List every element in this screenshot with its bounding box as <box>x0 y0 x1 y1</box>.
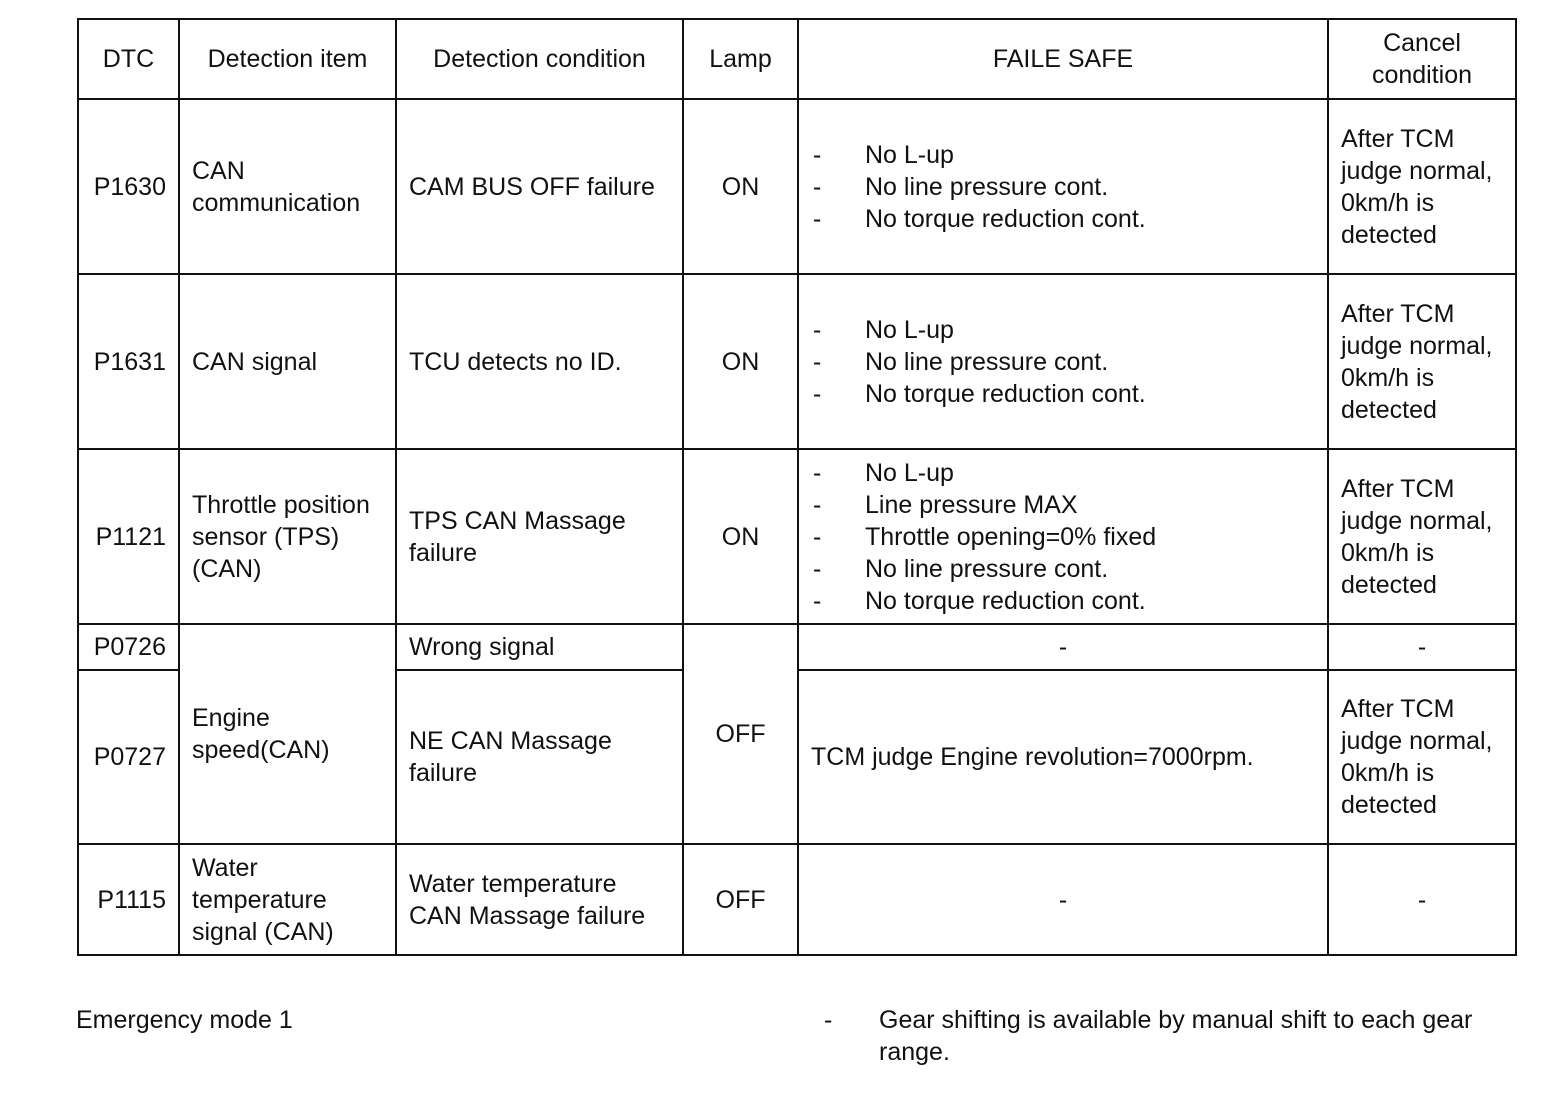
table-row <box>78 449 1516 624</box>
dtc-code: P1115 <box>78 844 179 955</box>
detection-condition: NE CAN Massage failure <box>396 670 683 844</box>
cancel-condition: After TCM judge normal, 0km/h is detected <box>1328 670 1516 844</box>
detection-condition: TCU detects no ID. <box>396 274 683 449</box>
fail-safe-item: - No line pressure cont. <box>811 553 1315 585</box>
table-row <box>78 844 1516 955</box>
table-row <box>78 624 1516 670</box>
fail-safe-list <box>811 457 1315 617</box>
fail-safe-cell <box>798 449 1328 624</box>
note-text: Gear shifting is available by manual shift to each gear range. <box>879 1006 1473 1066</box>
fail-safe-cell: - <box>798 624 1328 670</box>
fail-safe-item: - No torque reduction cont. <box>811 203 1315 235</box>
detection-condition: Water temperature CAN Massage failure <box>396 844 683 955</box>
detection-item: Engine speed(CAN) <box>179 624 396 844</box>
fail-safe-item: - Throttle opening=0% fixed <box>811 521 1315 553</box>
fail-safe-item: - No line pressure cont. <box>811 171 1315 203</box>
cancel-condition: After TCM judge normal, 0km/h is detected <box>1328 99 1516 274</box>
emergency-mode-label: Emergency mode 1 <box>76 1006 293 1034</box>
emergency-mode-note <box>824 1004 1524 1068</box>
fail-safe-cell <box>798 99 1328 274</box>
table-header-row <box>78 19 1516 99</box>
lamp-status: ON <box>683 99 798 274</box>
fail-safe-item: - Line pressure MAX <box>811 489 1315 521</box>
detection-condition: CAM BUS OFF failure <box>396 99 683 274</box>
fail-safe-item: - No L-up <box>811 139 1315 171</box>
dtc-code: P1631 <box>78 274 179 449</box>
detection-condition: TPS CAN Massage failure <box>396 449 683 624</box>
header-lamp: Lamp <box>683 19 798 99</box>
dtc-code: P0727 <box>78 670 179 844</box>
detection-item: Throttle position sensor (TPS)(CAN) <box>179 449 396 624</box>
detection-item: CAN communication <box>179 99 396 274</box>
fail-safe-item: - No torque reduction cont. <box>811 378 1315 410</box>
header-dtc: DTC <box>78 19 179 99</box>
cancel-condition: - <box>1328 844 1516 955</box>
fail-safe-cell: TCM judge Engine revolution=7000rpm. <box>798 670 1328 844</box>
header-fail-safe: FAILE SAFE <box>798 19 1328 99</box>
fail-safe-item: - No torque reduction cont. <box>811 585 1315 617</box>
detection-item: Water temperature signal (CAN) <box>179 844 396 955</box>
note-bullet: - <box>824 1006 833 1034</box>
table-row <box>78 274 1516 449</box>
fail-safe-item: - No L-up <box>811 457 1315 489</box>
fail-safe-item: - No L-up <box>811 314 1315 346</box>
header-cancel-condition: Cancel condition <box>1328 19 1516 99</box>
lamp-status: OFF <box>683 844 798 955</box>
detection-condition: Wrong signal <box>396 624 683 670</box>
fail-safe-cell <box>798 274 1328 449</box>
fail-safe-item: - No line pressure cont. <box>811 346 1315 378</box>
cancel-condition: After TCM judge normal, 0km/h is detected <box>1328 449 1516 624</box>
cancel-condition: - <box>1328 624 1516 670</box>
dtc-code: P1630 <box>78 99 179 274</box>
dtc-code: P1121 <box>78 449 179 624</box>
lamp-status: OFF <box>683 624 798 844</box>
header-detection-condition: Detection condition <box>396 19 683 99</box>
cancel-condition: After TCM judge normal, 0km/h is detected <box>1328 274 1516 449</box>
detection-item: CAN signal <box>179 274 396 449</box>
fail-safe-list <box>811 139 1315 235</box>
lamp-status: ON <box>683 274 798 449</box>
fail-safe-list <box>811 314 1315 410</box>
dtc-table <box>77 18 1517 956</box>
table-row <box>78 99 1516 274</box>
header-detection-item: Detection item <box>179 19 396 99</box>
fail-safe-cell: - <box>798 844 1328 955</box>
lamp-status: ON <box>683 449 798 624</box>
dtc-code: P0726 <box>78 624 179 670</box>
